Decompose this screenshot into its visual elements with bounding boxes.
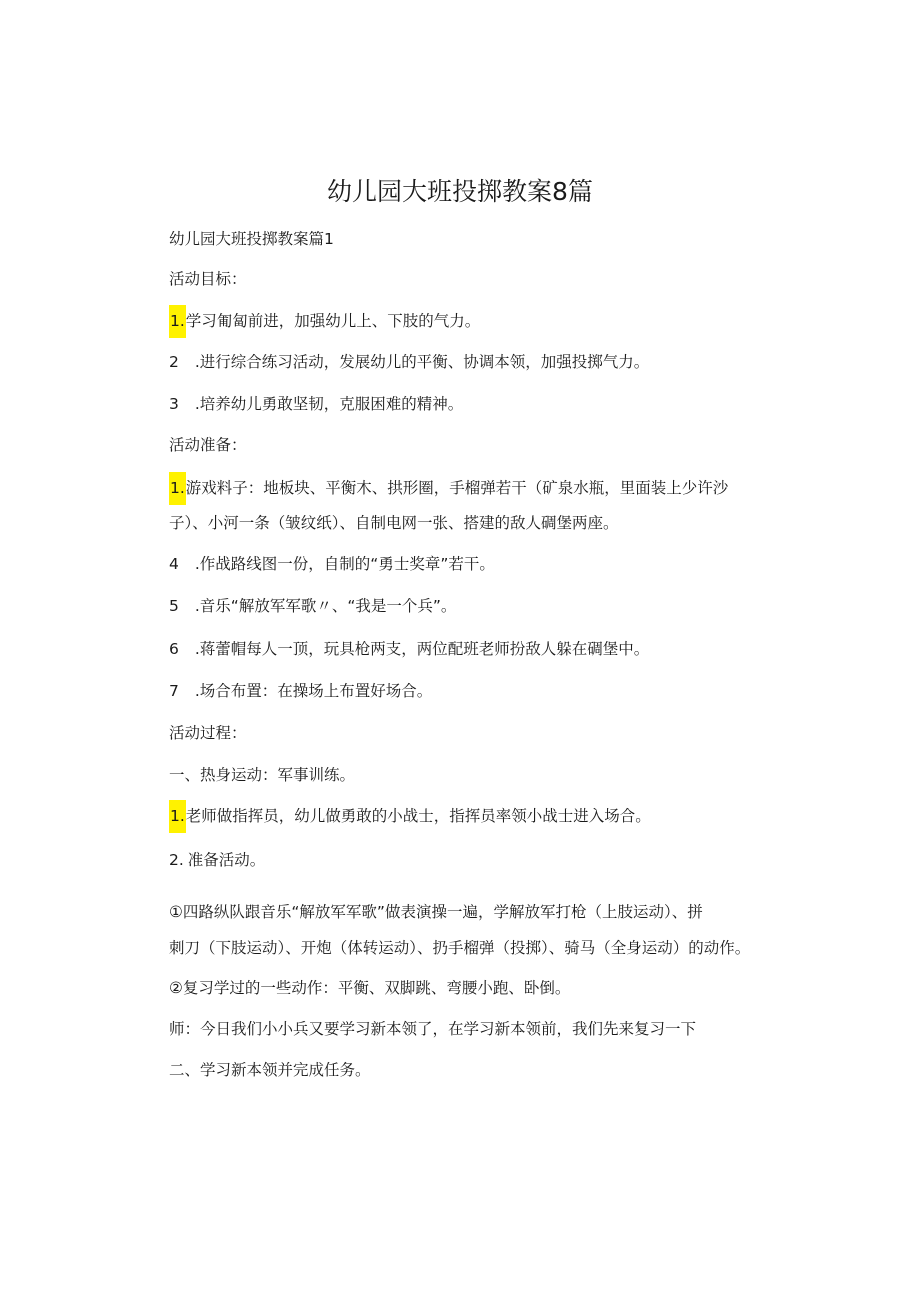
line-text: 子）、小河一条（皱纹纸）、自制电网一张、搭建的敌人碉堡两座。 — [169, 514, 619, 532]
line-text: .培养幼儿勇敢坚韧，克服困难的精神。 — [194, 395, 464, 413]
list-number: 6 — [169, 640, 179, 658]
paragraph — [169, 901, 703, 923]
line-text: .音乐“解放军军歌〃、“我是一个兵”。 — [194, 597, 457, 615]
list-number: 7 — [169, 682, 179, 700]
line-text: .蒋蕾帽每人一顶，玩具枪两支，两位配班老师扮敌人躲在碉堡中。 — [194, 640, 650, 658]
highlighted-number: 1. — [169, 800, 186, 833]
paragraph — [169, 764, 355, 786]
line-text: 准备活动。 — [187, 851, 266, 869]
list-item — [169, 638, 649, 660]
line-text: 学习匍匐前进，加强幼儿上、下肢的气力。 — [185, 312, 481, 330]
paragraph — [169, 1059, 371, 1081]
line-text: .进行综合练习活动，发展幼儿的平衡、协调本领，加强投掷气力。 — [194, 353, 650, 371]
line-text: 活动目标： — [169, 270, 247, 288]
list-item — [169, 805, 651, 828]
paragraph — [169, 1018, 696, 1040]
line-text: 师：今日我们小小兵又要学习新本领了，在学习新本领前，我们先来复习一下 — [169, 1020, 697, 1038]
list-number: 2 — [169, 353, 179, 371]
list-number: 3 — [169, 395, 179, 413]
line-text: ②复习学过的一些动作：平衡、双脚跳、弯腰小跑、卧倒。 — [169, 979, 571, 997]
list-number: 5 — [169, 597, 179, 615]
list-number: 2. — [169, 851, 184, 869]
line-text: 一、热身运动：军事训练。 — [169, 766, 356, 784]
line-text: 刺刀（下肢运动）、开炮（体转运动）、扔手榴弹（投掷）、骑马（全身运动）的动作。 — [169, 939, 751, 957]
list-item-continuation — [169, 512, 619, 534]
line-text: 二、学习新本领并完成任务。 — [169, 1061, 371, 1079]
list-number: 4 — [169, 555, 179, 573]
document-title: 幼儿园大班投掷教案8篇 — [327, 177, 593, 206]
subheading-goals — [169, 268, 247, 290]
subheading-preparation — [169, 434, 247, 456]
list-item — [169, 477, 728, 500]
subheading-process — [169, 722, 247, 744]
list-item — [169, 310, 480, 333]
paragraph — [169, 977, 570, 999]
list-item — [169, 849, 265, 871]
highlighted-number: 1. — [169, 305, 186, 338]
line-text: 幼儿园大班投掷教案篇1 — [169, 230, 334, 248]
line-text: .作战路线图一份，自制的“勇士奖章”若干。 — [194, 555, 495, 573]
list-item — [169, 393, 463, 415]
line-text: ①四路纵队跟音乐“解放军军歌”做表演操一遍，学解放军打枪（上肢运动）、拼 — [169, 903, 703, 921]
line-text: .场合布置：在操场上布置好场合。 — [194, 682, 433, 700]
section-heading — [169, 228, 334, 250]
highlighted-number: 1. — [169, 472, 186, 505]
list-item — [169, 595, 456, 617]
list-item — [169, 351, 649, 373]
line-text: 活动过程： — [169, 724, 247, 742]
list-item — [169, 680, 432, 702]
paragraph-continuation — [169, 937, 750, 959]
list-item — [169, 553, 495, 575]
line-text: 游戏料子：地板块、平衡木、拱形圈，手榴弹若干（矿泉水瓶，里面装上少许沙 — [185, 479, 729, 497]
line-text: 活动准备： — [169, 436, 247, 454]
line-text: 老师做指挥员，幼儿做勇敢的小战士，指挥员率领小战士进入场合。 — [185, 807, 651, 825]
